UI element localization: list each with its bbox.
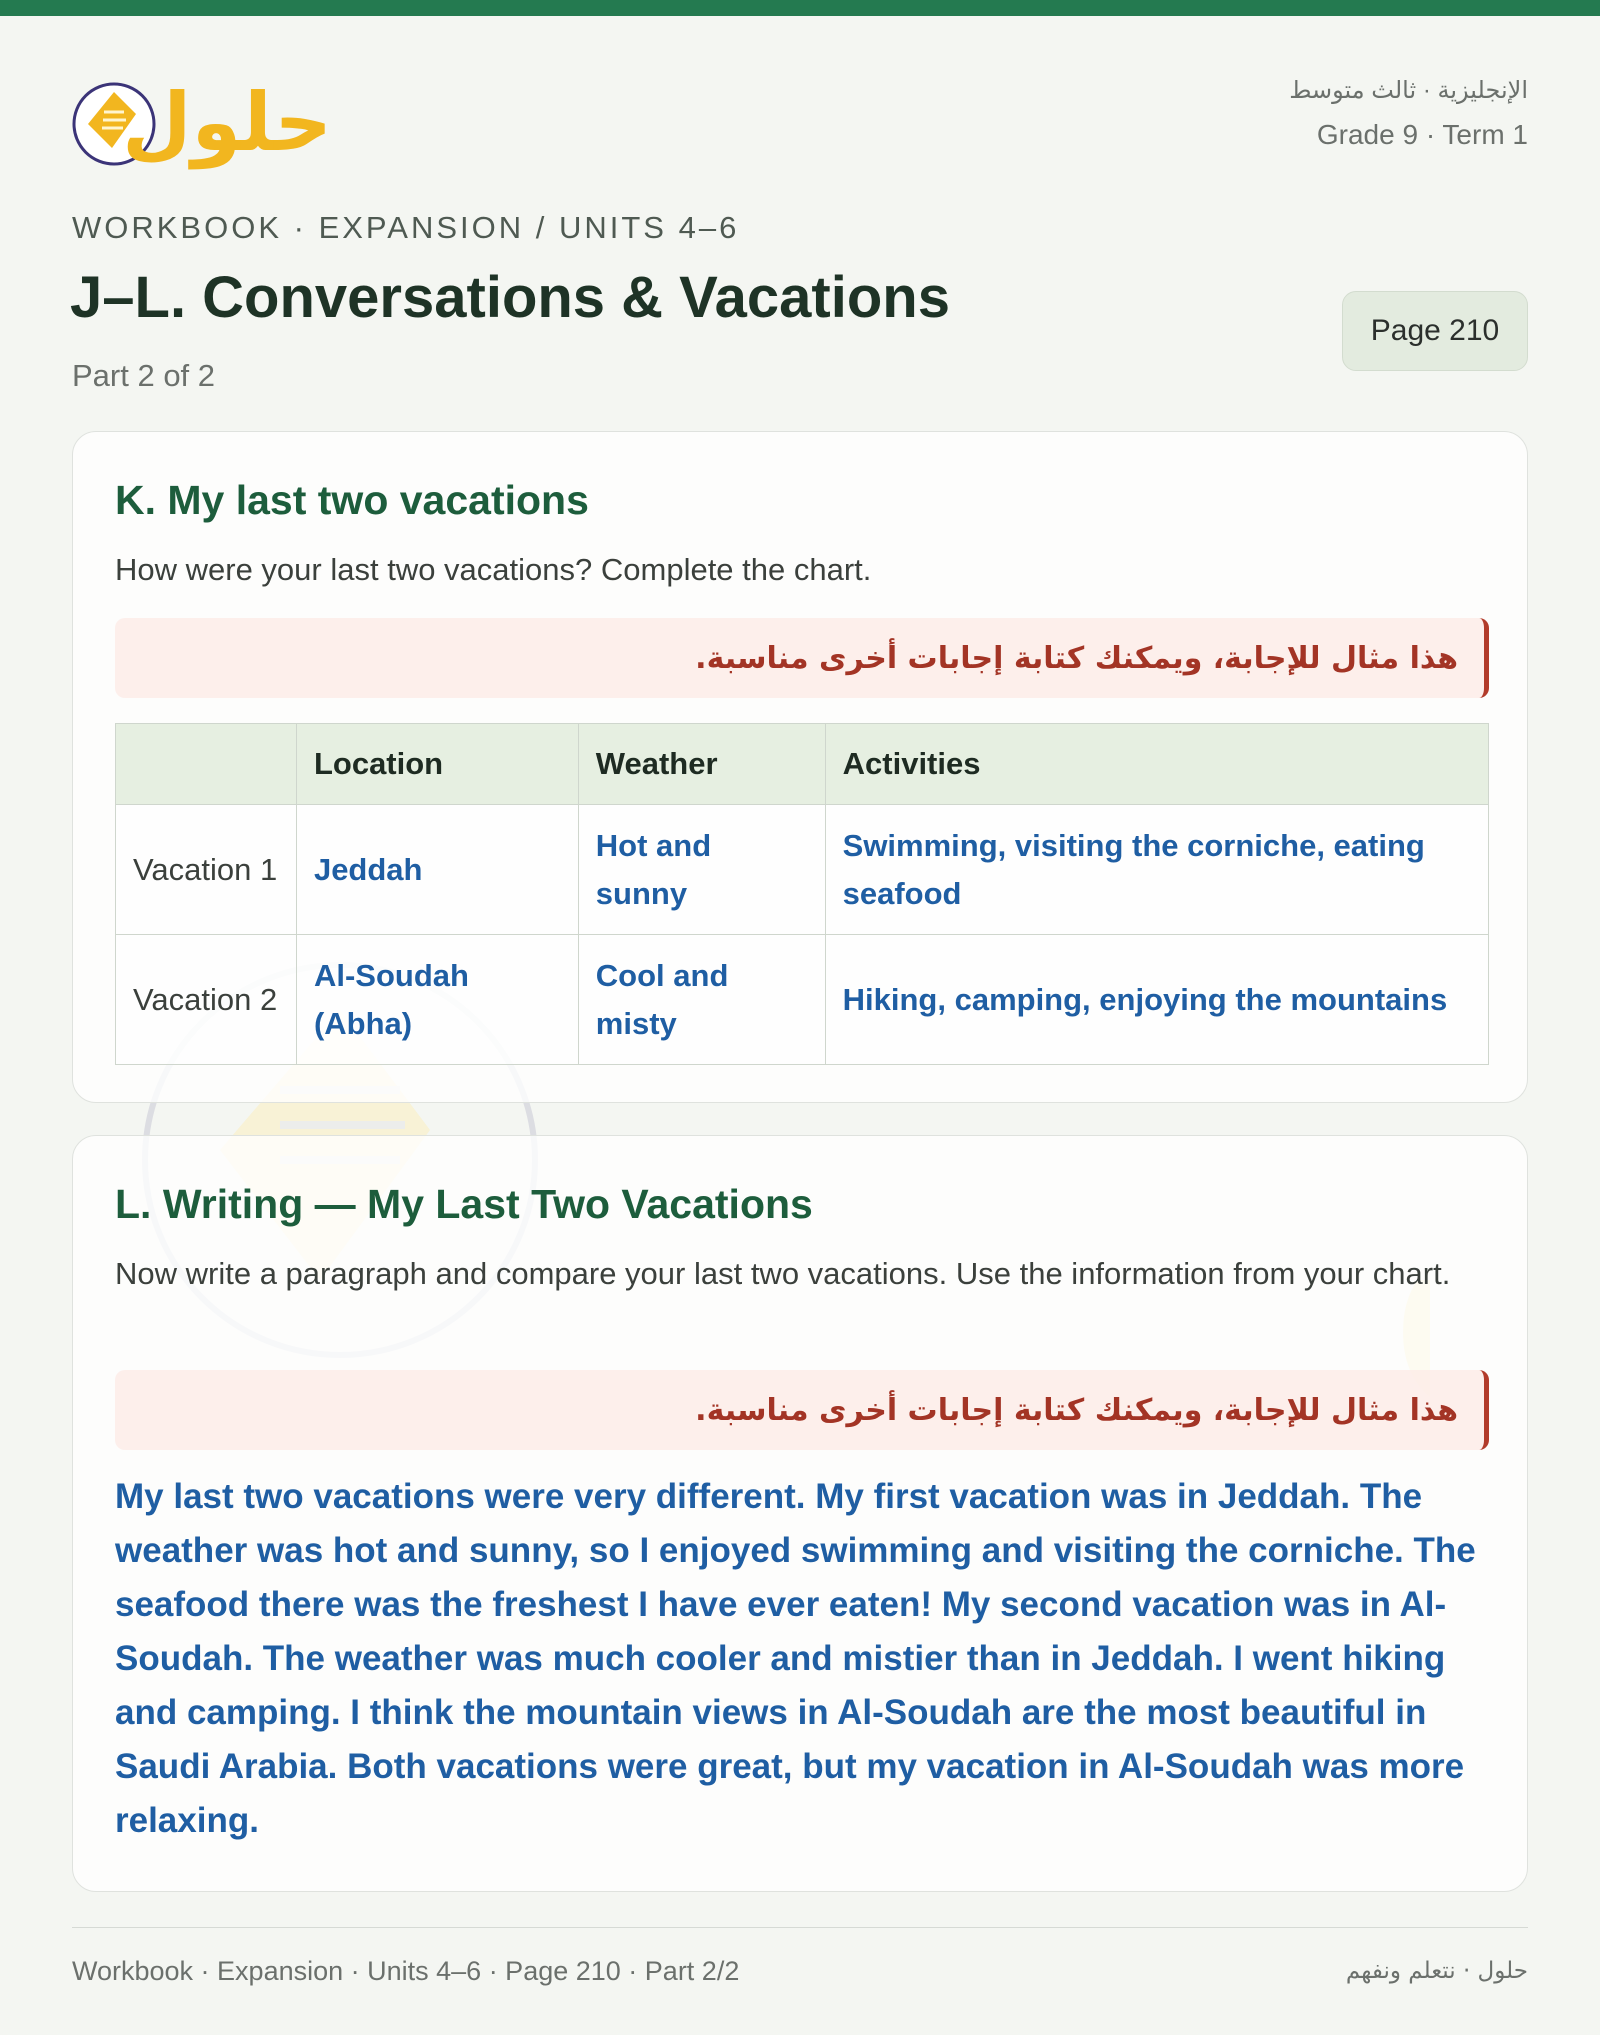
activities-cell: Hiking, camping, enjoying the mountains	[825, 935, 1488, 1065]
grade-info	[1289, 76, 1528, 151]
section-l-note: هذا مثال للإجابة، ويمكنك كتابة إجابات أخرى مناسبة.	[115, 1370, 1489, 1450]
page-number-badge: Page 210	[1342, 291, 1528, 371]
chart-header-weather: Weather	[578, 724, 825, 805]
grade-english: Grade 9 · Term 1	[1316, 119, 1528, 150]
section-l-title: L. Writing — My Last Two Vacations	[115, 1181, 813, 1227]
location-cell: Al-Soudah (Abha)	[296, 935, 578, 1065]
chart-header-location: Location	[296, 724, 578, 805]
chart-header-row	[116, 724, 1489, 805]
top-accent-bar	[0, 0, 1600, 16]
page-title: J–L. Conversations & Vacations	[70, 265, 950, 330]
footer-info: Workbook · Expansion · Units 4–6 · Page 210 · Part 2/2	[72, 1956, 740, 1986]
breadcrumb: WORKBOOK · EXPANSION / UNITS 4–6	[72, 210, 740, 245]
weather-cell: Hot and sunny	[578, 805, 825, 935]
footer-divider	[72, 1927, 1528, 1928]
section-k-note: هذا مثال للإجابة، ويمكنك كتابة إجابات أخرى مناسبة.	[115, 618, 1489, 698]
activities-cell: Swimming, visiting the corniche, eating seafood	[825, 805, 1488, 935]
vacation-chart	[115, 723, 1489, 1065]
table-row	[116, 935, 1489, 1065]
footer-brand: حلول · نتعلم ونفهم	[1345, 1958, 1528, 1984]
section-l-instruction: Now write a paragraph and compare your last two vacations. Use the information from your chart.	[115, 1256, 1451, 1291]
chart-header-activities: Activities	[825, 724, 1488, 805]
section-k-card	[72, 431, 1528, 1103]
section-k-instruction: How were your last two vacations? Complete the chart.	[115, 552, 872, 587]
row-label: Vacation 1	[116, 805, 297, 935]
writing-answer-paragraph: My last two vacations were very different. My first vacation was in Jeddah. The weather was hot and sunny, so I enjoyed swimming and visiting the corniche. The seafood there was the freshest I have ever eaten! My second vacation was in Al-Soudah. The weather was much cooler and mistier than in Jeddah. I went hiking and camping. I think the mountain views in Al-Soudah are the most beautiful in Saudi Arabia. Both vacations were great, but my vacation in Al-Soudah was more relaxing.	[115, 1477, 1476, 1840]
grade-arabic: الإنجليزية · ثالث متوسط	[1289, 77, 1528, 104]
weather-cell: Cool and misty	[578, 935, 825, 1065]
logo-text: حلول	[122, 76, 332, 169]
table-row	[116, 805, 1489, 935]
brand-logo	[70, 62, 340, 172]
section-l-card	[72, 1135, 1528, 1892]
page-subtitle: Part 2 of 2	[72, 358, 216, 393]
row-label: Vacation 2	[116, 935, 297, 1065]
location-cell: Jeddah	[296, 805, 578, 935]
section-k-title: K. My last two vacations	[115, 477, 589, 523]
chart-header-blank	[116, 724, 297, 805]
